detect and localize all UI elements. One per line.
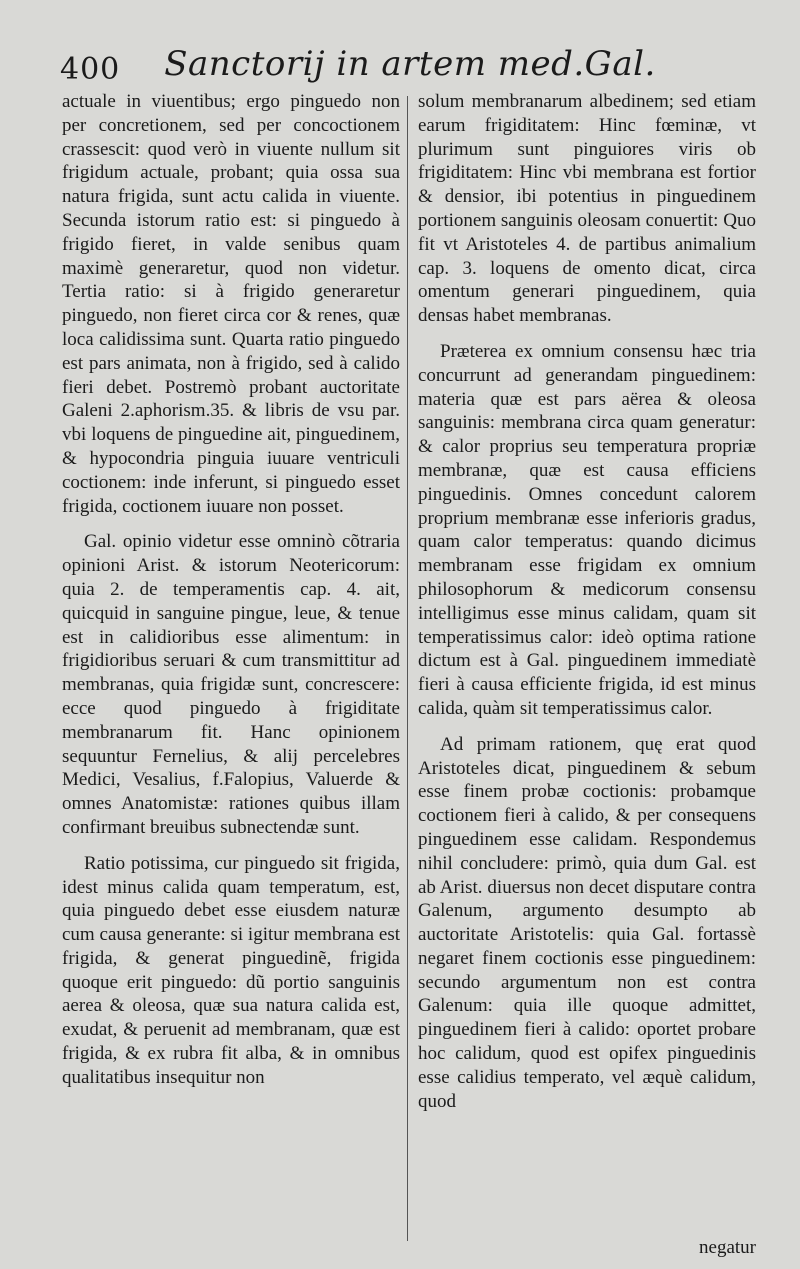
paragraph: solum membranarum albedinem; sed etiam earum frigiditatem: Hinc fœminæ, vt plurimum sunt pinguiores viris ob frigiditatem: Hinc vbi membrana est fortior & densior, ibi potentius in pinguedinem portionem sanguinis oleosam conuertit: Quo fit vt Aristoteles 4. de partibus animalium cap. 3. loquens de omento dicat, circa omentum generari pinguedinem, quia densas habet membranas.: [418, 91, 756, 327]
page-number: 400: [60, 52, 121, 87]
left-column: [62, 90, 400, 1090]
paragraph: Ratio potissima, cur pinguedo sit frigida, idest minus calida quam temperatum, est, quia pinguedo debet esse eiusdem naturæ cum causa generante: si igitur membrana est frigida, & generat pinguedinẽ, frigida quoque erit pinguedo: dũ portio sanguinis aerea & oleosa, quæ sua natura calida est, exudat, & peruenit ad membranam, quæ est frigida, & ex rubra fit alba, & in omnibus qualitatibus insequitur non: [62, 852, 400, 1088]
paragraph: actuale in viuentibus; ergo pinguedo non per concretionem, sed per concoctionem crassescit: quod verò in viuente nullum sit frigidum actuale, probant; quia ossa sua natura frigida, sunt actu calida in viuente. Secunda istorum ratio est: si pinguedo à frigido fieret, in valde senibus quam maximè generaretur, quod non videtur. Tertia ratio: si à frigido generaretur pinguedo, non fieret circa cor & renes, quæ loca calidissima sunt. Quarta ratio pinguedo est pars animata, non à frigido, sed à calido fieri debet. Postremò probant auctoritate Galeni 2.aphorism.35. & libris de vsu par. vbi loquens de pinguedine ait, pinguedinem, & hypocondria pinguia iuuare ventriculi coctionem: inde inferunt, si pinguedo esset frigida, coctionem iuuare non posset.: [62, 91, 400, 517]
paragraph: Gal. opinio videtur esse omninò cõtraria opinioni Arist. & istorum Neotericorum: quia 2. de temperamentis cap. 4. ait, quicquid in sanguine pingue, leue, & tenue est in calidioribus esse alimentum: in frigidioribus seruari & cum transmittitur ad membranas, quia frigidæ sunt, concrescere: ecce quod pinguedo à frigiditate membranarum fit. Hanc opinionem sequuntur Fernelius, & alij percelebres Medici, Vesalius, f.Falopius, Valuerde & omnes Anatomistæ: rationes quibus illam confirmant breuibus subnectendæ sunt.: [62, 531, 400, 838]
column-divider: [407, 96, 408, 1241]
paragraph: Præterea ex omnium consensu hæc tria concurrunt ad generandam pinguedinem: materia quæ est pars aërea & oleosa sanguinis: membrana circa quam generatur: & calor proprius seu temperatura propriæ membranæ, quæ est causa efficiens pinguedinis. Omnes concedunt calorem proprium membranæ esse inferioris gradus, quam calor temperatus: quando dicimus membranam esse frigidam ex omnium philosophorum & medicorum consensu intelligimus esse minus calidam, quam sit temperatissimus calor: ideò optima ratione dictum est à Gal. pinguedinem immediatè fieri à causa efficiente frigida, id est minus calida, quàm sit temperatissimus calor.: [418, 340, 756, 719]
page-header: [60, 40, 760, 90]
right-column: [418, 90, 756, 1113]
paragraph: Ad primam rationem, quę erat quod Aristoteles dicat, pinguedinem & sebum esse finem probæ coctionis: probamque coctionem fieri à calido, & per consequens pinguedinem esse calidam. Respondemus nihil concludere: primò, quia dum Gal. est ab Arist. diuersus non decet disputare contra Galenum, argumento desumpto ab auctoritate Aristotelis: quia Gal. fortassè negaret finem coctionis esse pinguedinem: secundo argumentum non est contra Galenum: quia ille quoque admittet, pinguedinem fieri à calido: oportet probare hoc calidum, quod est opifex pinguedinis esse calidius temperato, vel æquè calidum, quod: [418, 733, 756, 1112]
running-title: Sanctorij in artem med.Gal.: [164, 44, 656, 84]
catchword: negatur: [699, 1237, 756, 1258]
